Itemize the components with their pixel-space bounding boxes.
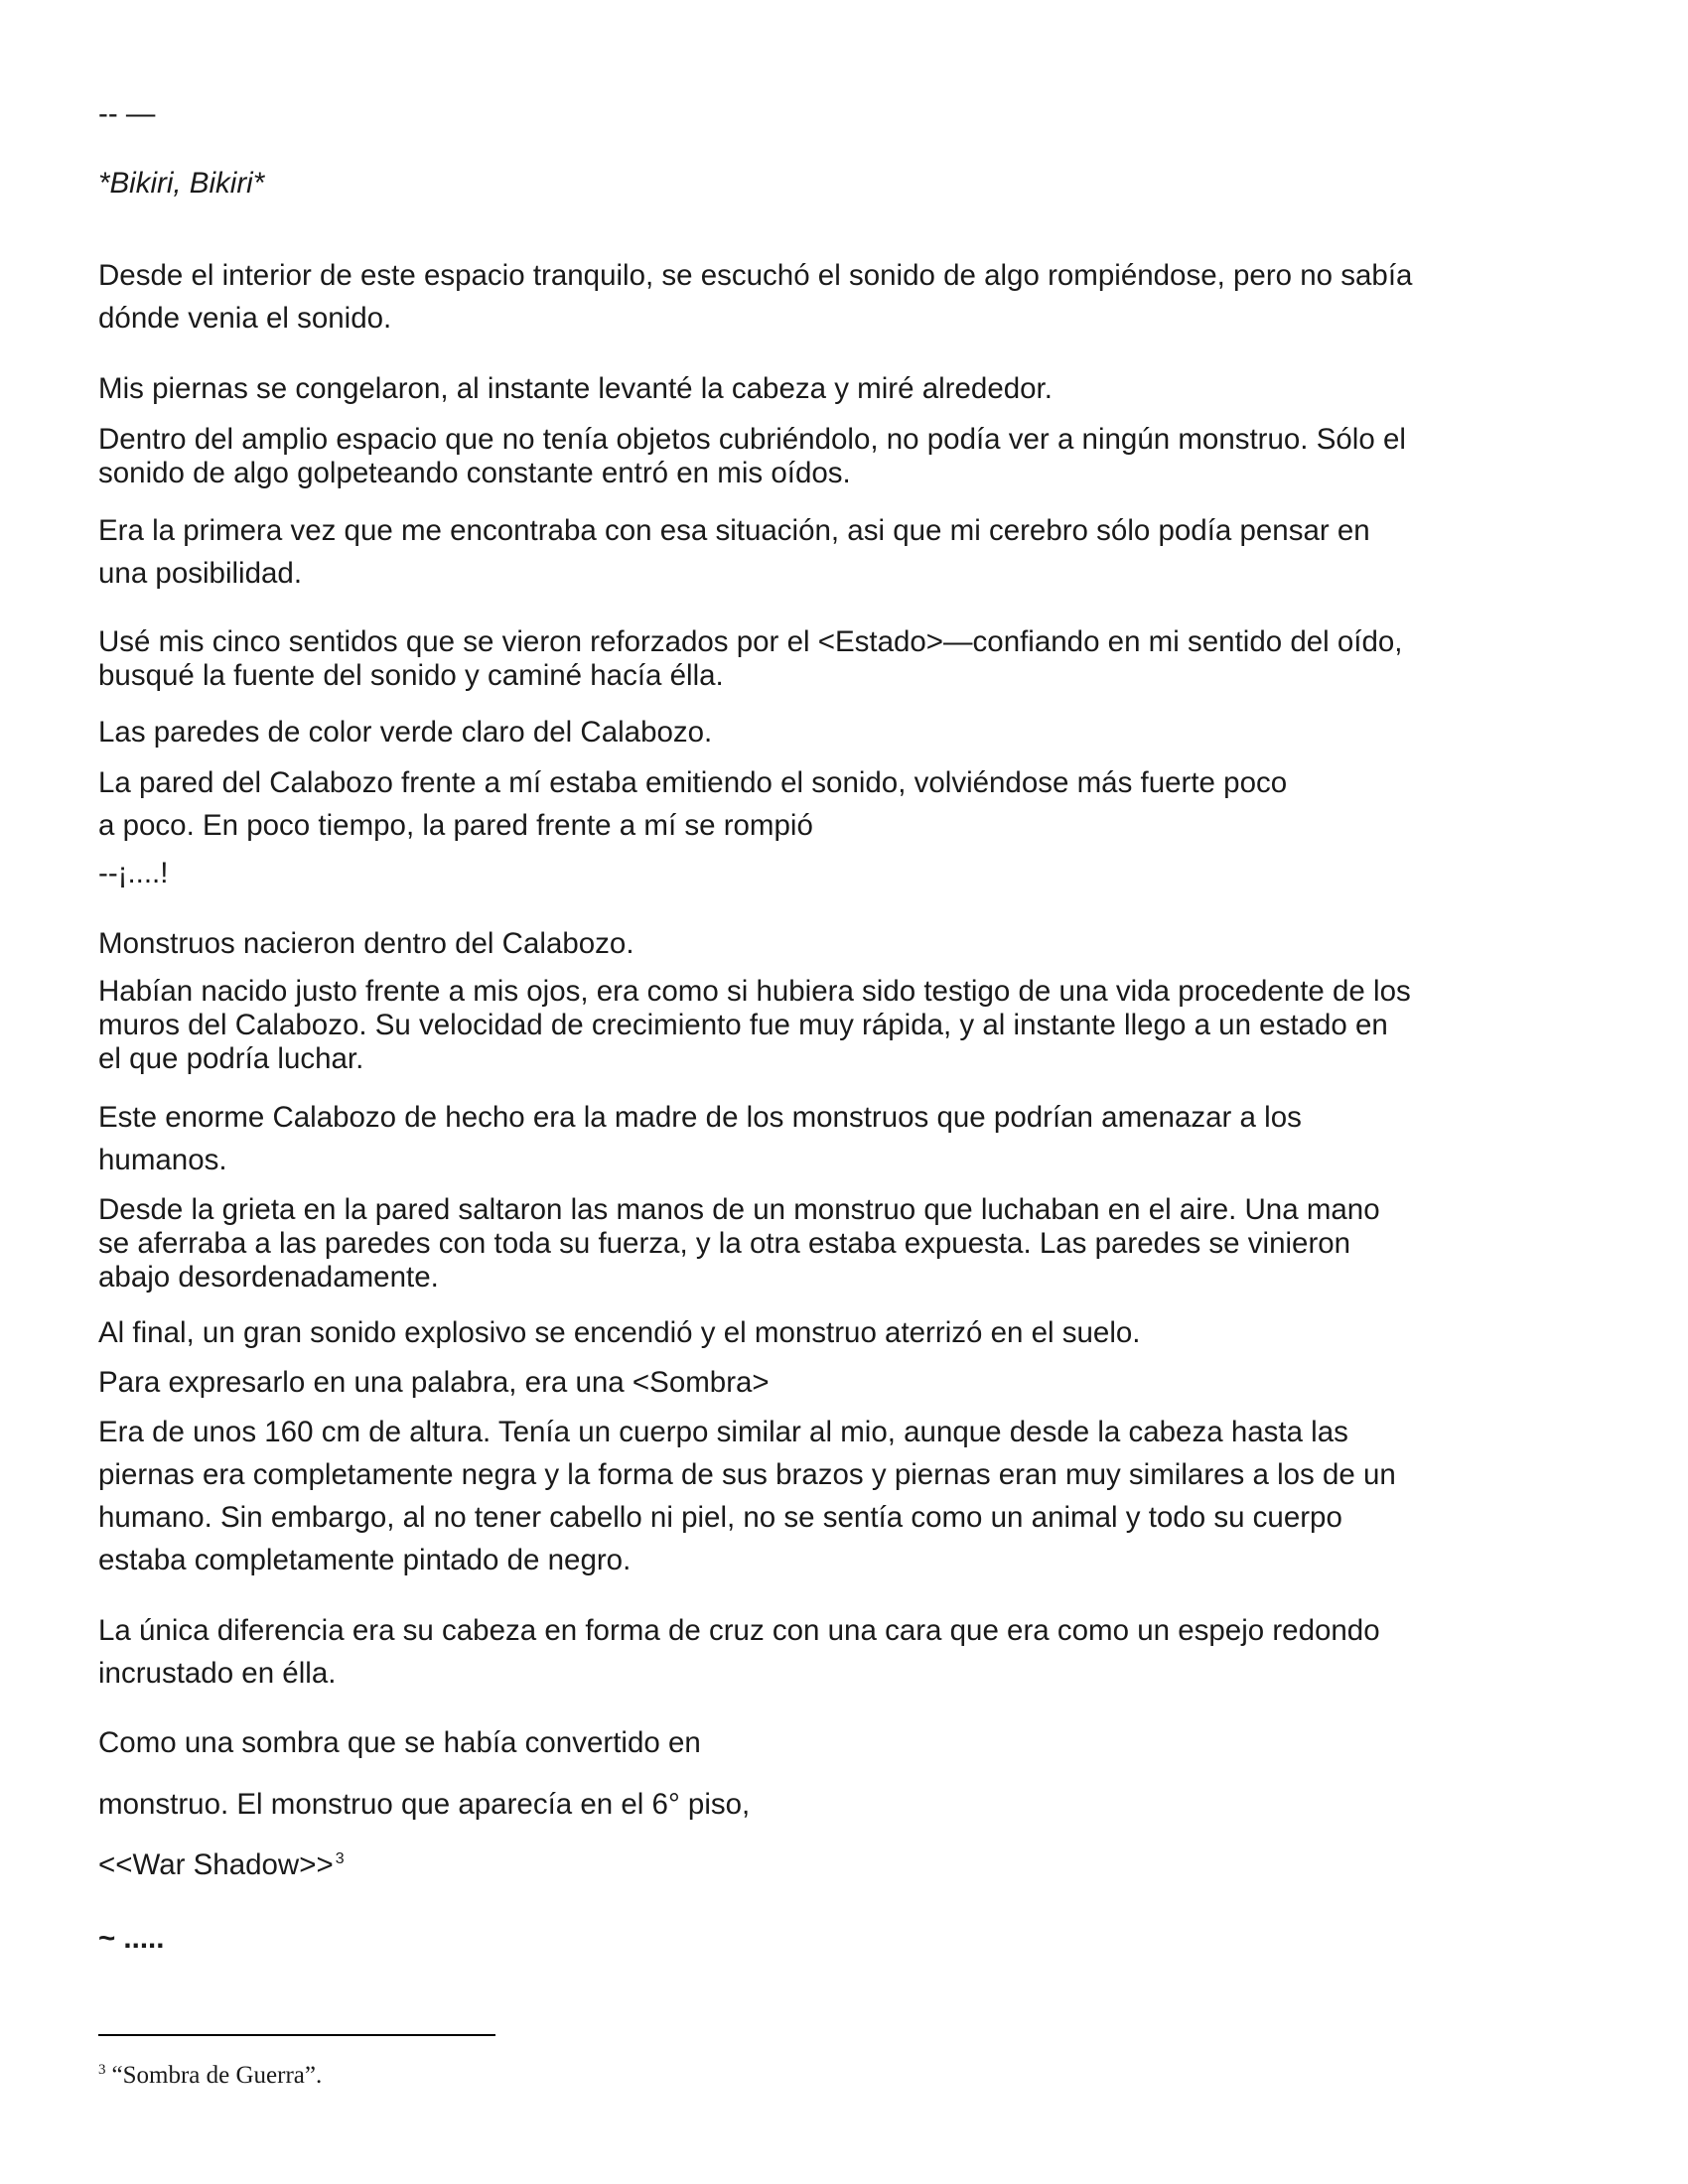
paragraph-line: a poco. En poco tiempo, la pared frente a mí se rompió: [98, 809, 813, 842]
paragraph-line: busqué la fuente del sonido y caminé hacía élla.: [98, 659, 724, 692]
paragraph-line: monstruo. El monstruo que aparecía en el 6° piso,: [98, 1788, 751, 1821]
paragraph-line: Las paredes de color verde claro del Calabozo.: [98, 716, 713, 749]
paragraph-line: La pared del Calabozo frente a mí estaba emitiendo el sonido, volviéndose más fuerte poco: [98, 766, 1288, 799]
paragraph-line: humanos.: [98, 1144, 227, 1176]
paragraph-line: muros del Calabozo. Su velocidad de crecimiento fue muy rápida, y al instante llego a un estado en: [98, 1009, 1388, 1041]
paragraph-line: Era la primera vez que me encontraba con esa situación, asi que mi cerebro sólo podía pensar en: [98, 514, 1370, 547]
exclamation-line: --¡....!: [98, 857, 169, 889]
monster-name-line: [98, 1848, 345, 1882]
paragraph-line: Era de unos 160 cm de altura. Tenía un cuerpo similar al mio, aunque desde la cabeza hasta las: [98, 1416, 1348, 1448]
paragraph-line: el que podría luchar.: [98, 1042, 364, 1075]
footnote: [98, 2061, 322, 2091]
paragraph-line: Desde el interior de este espacio tranquilo, se escuchó el sonido de algo rompiéndose, pero no sabía: [98, 259, 1413, 292]
paragraph-line: sonido de algo golpeteando constante entró en mis oídos.: [98, 457, 851, 489]
paragraph-line: Desde la grieta en la pared saltaron las manos de un monstruo que luchaban en el aire. Una mano: [98, 1193, 1380, 1226]
footnote-marker: 3: [98, 2061, 106, 2078]
paragraph-line: dónde venia el sonido.: [98, 302, 392, 335]
scene-break-dashes: -- —: [98, 97, 156, 130]
paragraph-line: Mis piernas se congelaron, al instante levanté la cabeza y miré alrededor.: [98, 372, 1053, 405]
paragraph-line: abajo desordenadamente.: [98, 1261, 439, 1294]
paragraph-line: Al final, un gran sonido explosivo se encendió y el monstruo aterrizó en el suelo.: [98, 1316, 1141, 1349]
paragraph-line: Usé mis cinco sentidos que se vieron reforzados por el <Estado>—confiando en mi sentido del oído,: [98, 625, 1403, 658]
paragraph-line: se aferraba a las paredes con toda su fuerza, y la otra estaba expuesta. Las paredes se vinieron: [98, 1227, 1351, 1260]
footnote-text: “Sombra de Guerra”.: [111, 2062, 323, 2089]
paragraph-line: incrustado en élla.: [98, 1657, 337, 1690]
paragraph-line: La única diferencia era su cabeza en forma de cruz con una cara que era como un espejo redondo: [98, 1614, 1380, 1647]
footnote-reference: 3: [335, 1850, 345, 1868]
paragraph-line: humano. Sin embargo, al no tener cabello ni piel, no se sentía como un animal y todo su cuerpo: [98, 1501, 1342, 1534]
paragraph-line: Habían nacido justo frente a mis ojos, era como si hubiera sido testigo de una vida procedente de los: [98, 975, 1411, 1008]
paragraph-line: Como una sombra que se había convertido en: [98, 1726, 701, 1759]
monster-name: <<War Shadow>>: [98, 1848, 334, 1881]
sound-effect-line: *Bikiri, Bikiri*: [98, 167, 265, 200]
ending-mark: ~ .....: [98, 1922, 165, 1955]
paragraph-line: una posibilidad.: [98, 557, 303, 590]
footnote-divider: [98, 2034, 495, 2036]
paragraph-line: estaba completamente pintado de negro.: [98, 1544, 632, 1576]
paragraph-line: Dentro del amplio espacio que no tenía objetos cubriéndolo, no podía ver a ningún monstruo. Sólo el: [98, 423, 1406, 456]
paragraph-line: Este enorme Calabozo de hecho era la madre de los monstruos que podrían amenazar a los: [98, 1101, 1302, 1134]
paragraph-line: Monstruos nacieron dentro del Calabozo.: [98, 927, 634, 960]
paragraph-line: Para expresarlo en una palabra, era una <Sombra>: [98, 1366, 770, 1399]
paragraph-line: piernas era completamente negra y la forma de sus brazos y piernas eran muy similares a los de un: [98, 1458, 1396, 1491]
